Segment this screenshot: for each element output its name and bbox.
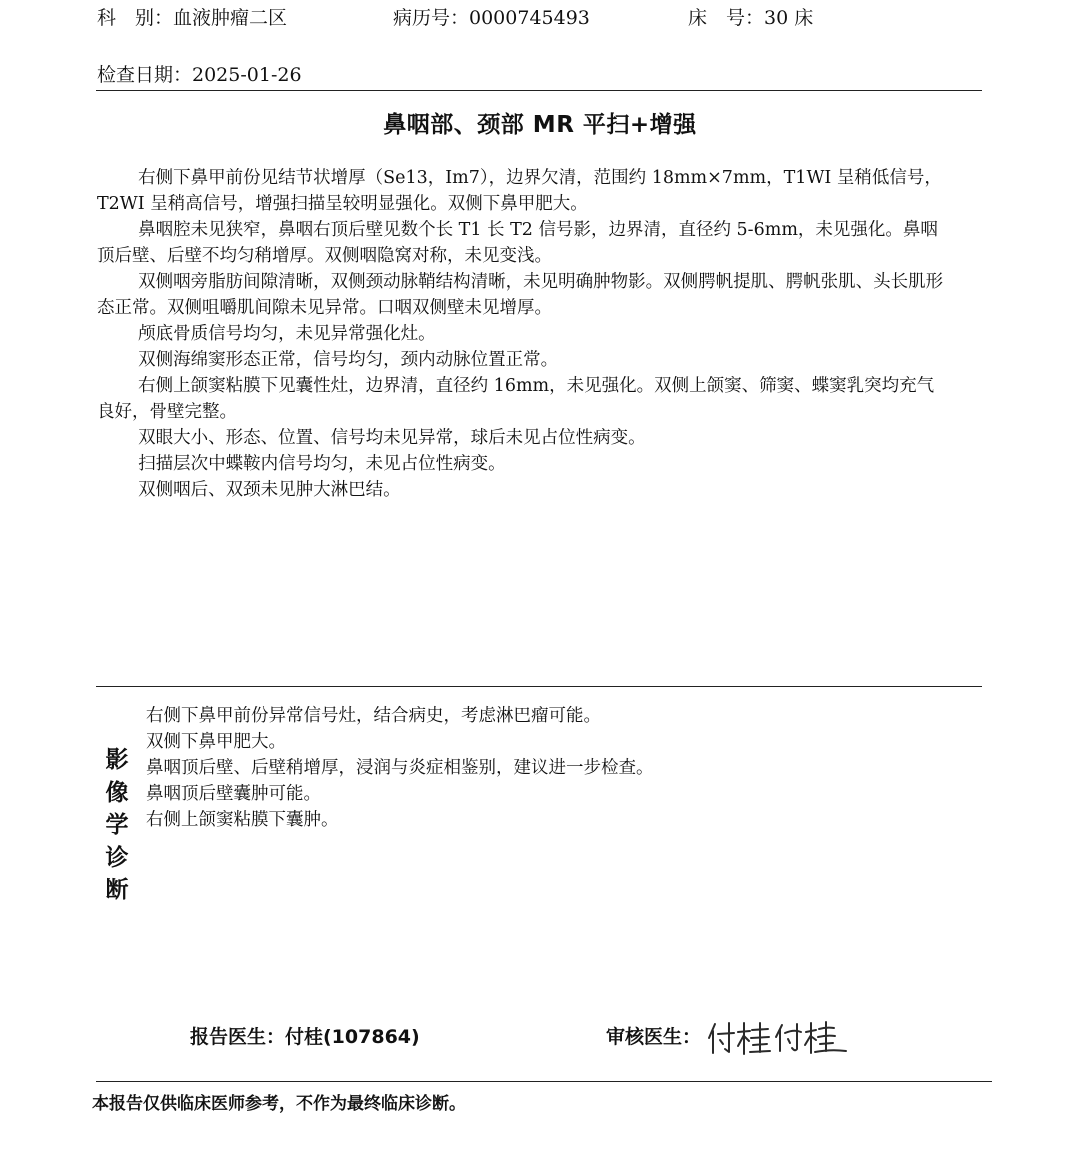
exam-date-field: 检查日期：2025-01-26 <box>97 64 302 86</box>
findings-paragraph: 双侧咽旁脂肪间隙清晰，双侧颈动脉鞘结构清晰，未见明确肿物影。双侧腭帆提肌、腭帆张肌、头长肌形态正常。双侧咀嚼肌间隙未见异常。口咽双侧壁未见增厚。 <box>97 272 944 318</box>
footer-divider <box>96 1081 992 1082</box>
diagnosis-item: 双侧下鼻甲肥大。 <box>146 732 286 752</box>
diagnosis-label-char: 诊 <box>105 844 129 871</box>
record-number-field: 病历号：0000745493 <box>393 7 590 29</box>
diagnosis-divider <box>96 686 982 687</box>
diagnosis-item: 右侧上颌窦粘膜下囊肿。 <box>146 810 339 830</box>
diagnosis-item: 鼻咽顶后壁、后壁稍增厚，浸润与炎症相鉴别，建议进一步检查。 <box>146 758 654 778</box>
findings-paragraph: 鼻咽腔未见狭窄，鼻咽右顶后壁见数个长 T1 长 T2 信号影，边界清，直径约 5-6mm，未见强化。鼻咽顶后壁、后壁不均匀稍增厚。双侧咽隐窝对称，未见变浅。 <box>97 220 938 266</box>
diagnosis-item: 鼻咽顶后壁囊肿可能。 <box>146 784 321 804</box>
diagnosis-label <box>102 744 132 907</box>
header-divider <box>96 90 982 91</box>
bed-number-field: 床 号：30 床 <box>688 7 814 29</box>
diagnosis-label-char: 像 <box>105 779 129 806</box>
findings-paragraph: 颅底骨质信号均匀，未见异常强化灶。 <box>138 324 436 344</box>
diagnosis-label-char: 影 <box>105 747 129 773</box>
diagnosis-label-char: 断 <box>105 877 129 903</box>
diagnosis-label-char: 学 <box>105 812 129 838</box>
findings-paragraph: 右侧下鼻甲前份见结节状增厚（Se13，Im7），边界欠清，范围约 18mm×7mm，T1WI 呈稍低信号，T2WI 呈稍高信号，增强扫描呈较明显强化。双侧下鼻甲肥大。 <box>97 168 942 214</box>
findings-section <box>97 165 947 503</box>
disclaimer-note: 本报告仅供临床医师参考，不作为最终临床诊断。 <box>92 1094 466 1114</box>
findings-paragraph: 右侧上颌窦粘膜下见囊性灶，边界清，直径约 16mm，未见强化。双侧上颌窦、筛窦、蝶窦乳突均充气良好，骨壁完整。 <box>97 376 935 422</box>
findings-paragraph: 双侧咽后、双颈未见肿大淋巴结。 <box>138 480 401 500</box>
report-title: 鼻咽部、颈部 MR 平扫+增强 <box>383 112 697 138</box>
findings-paragraph: 双眼大小、形态、位置、信号均未见异常，球后未见占位性病变。 <box>138 428 646 448</box>
reviewer-handwritten-signature <box>706 1018 848 1060</box>
reviewing-doctor-label: 审核医生： <box>606 1026 702 1048</box>
department-field: 科 别：血液肿瘤二区 <box>97 7 288 29</box>
reporting-doctor: 报告医生：付桂(107864) <box>190 1026 420 1048</box>
diagnosis-section <box>146 703 946 833</box>
findings-paragraph: 扫描层次中蝶鞍内信号均匀，未见占位性病变。 <box>138 454 506 474</box>
findings-paragraph: 双侧海绵窦形态正常，信号均匀，颈内动脉位置正常。 <box>138 350 559 370</box>
diagnosis-item: 右侧下鼻甲前份异常信号灶，结合病史，考虑淋巴瘤可能。 <box>146 706 601 726</box>
